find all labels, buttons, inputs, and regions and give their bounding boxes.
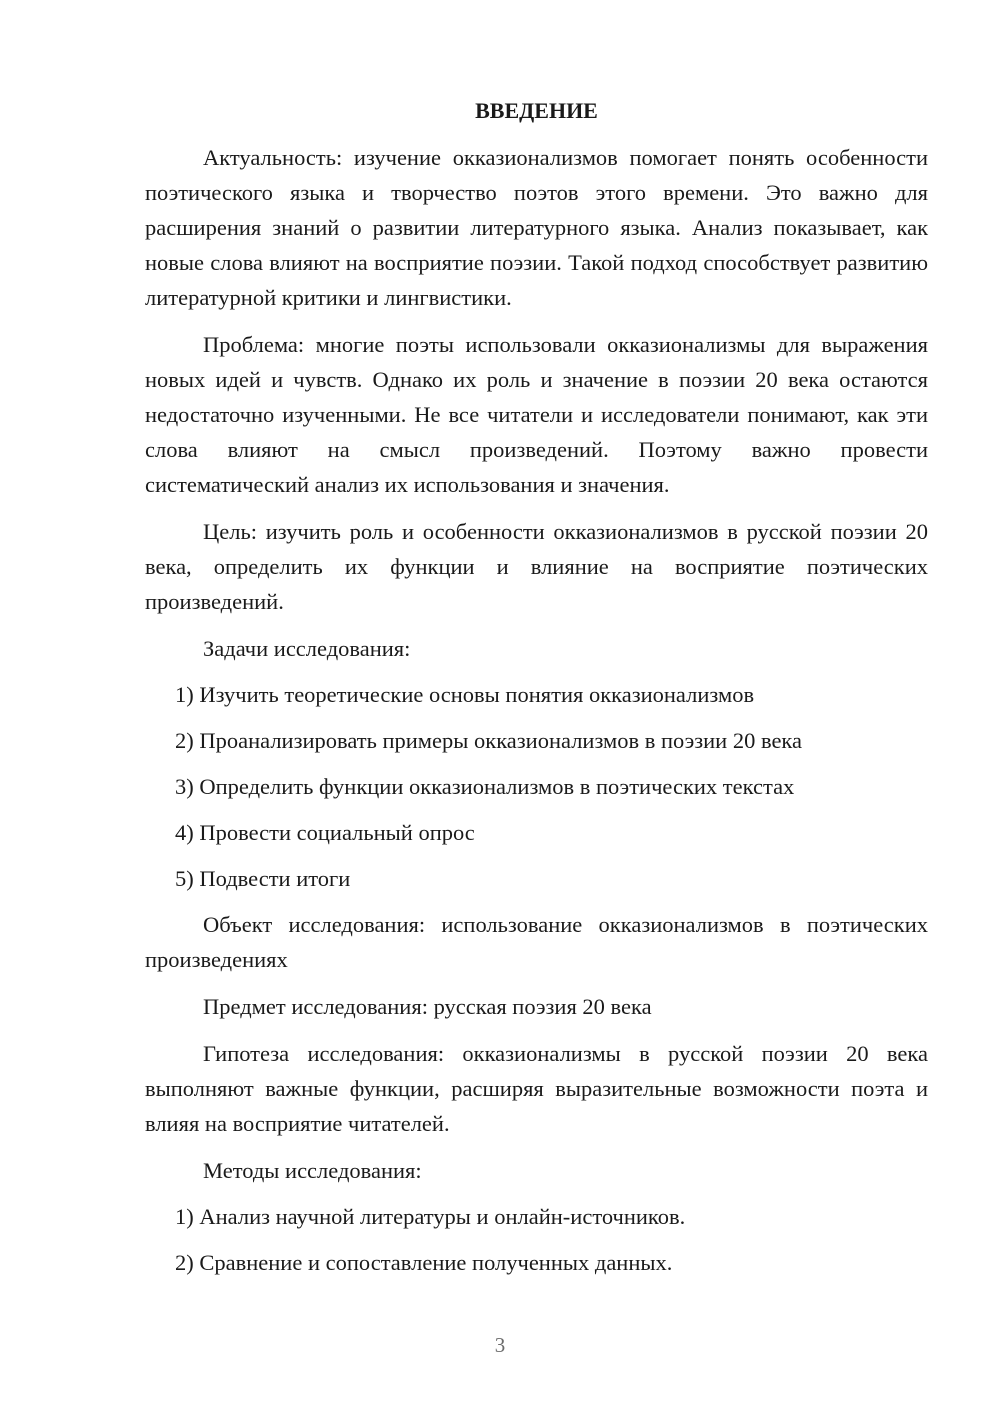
list-item: 2) Сравнение и сопоставление полученных данных. (175, 1250, 673, 1275)
problem-paragraph: Проблема: многие поэты использовали окказионализмы для выражения новых идей и чувств. Однако их роль и значение в поэзии 20 века остаются недостаточно изученными. Не все читатели и исследователи понимают, как эти слова влияют на смысл произведений. Поэтому важно провести систематический анализ их использования и значения. (145, 332, 928, 497)
list-item: 3) Определить функции окказионализмов в поэтических текстах (175, 774, 795, 799)
page-number: 3 (494, 1333, 506, 1357)
methods-label: Методы исследования: (203, 1158, 422, 1183)
list-item: 1) Изучить теоретические основы понятия окказионализмов (175, 682, 755, 707)
tasks-label: Задачи исследования: (203, 636, 411, 661)
hypothesis-paragraph: Гипотеза исследования: окказионализмы в русской поэзии 20 века выполняют важные функции, расширяя выразительные возможности поэта и влияя на восприятие читателей. (145, 1041, 928, 1136)
list-item: 5) Подвести итоги (175, 866, 351, 891)
methods-list (145, 1199, 928, 1280)
object-paragraph: Объект исследования: использование окказионализмов в поэтических произведениях (145, 912, 928, 972)
tasks-list (145, 677, 928, 896)
subject-paragraph: Предмет исследования: русская поэзия 20 века (203, 994, 652, 1019)
document-page (145, 96, 928, 1291)
relevance-paragraph: Актуальность: изучение окказионализмов помогает понять особенности поэтического языка и творчество поэтов этого времени. Это важно для расширения знаний о развитии литературного языка. Анализ показывает, как новые слова влияют на восприятие поэзии. Такой подход способствует развитию литературной критики и лингвистики. (145, 145, 928, 310)
goal-paragraph: Цель: изучить роль и особенности окказионализмов в русской поэзии 20 века, определить их функции и влияние на восприятие поэтических произведений. (145, 519, 928, 614)
list-item: 2) Проанализировать примеры окказионализмов в поэзии 20 века (175, 728, 803, 753)
list-item: 1) Анализ научной литературы и онлайн-источников. (175, 1204, 686, 1229)
section-heading: ВВЕДЕНИЕ (475, 98, 598, 123)
list-item: 4) Провести социальный опрос (175, 820, 475, 845)
